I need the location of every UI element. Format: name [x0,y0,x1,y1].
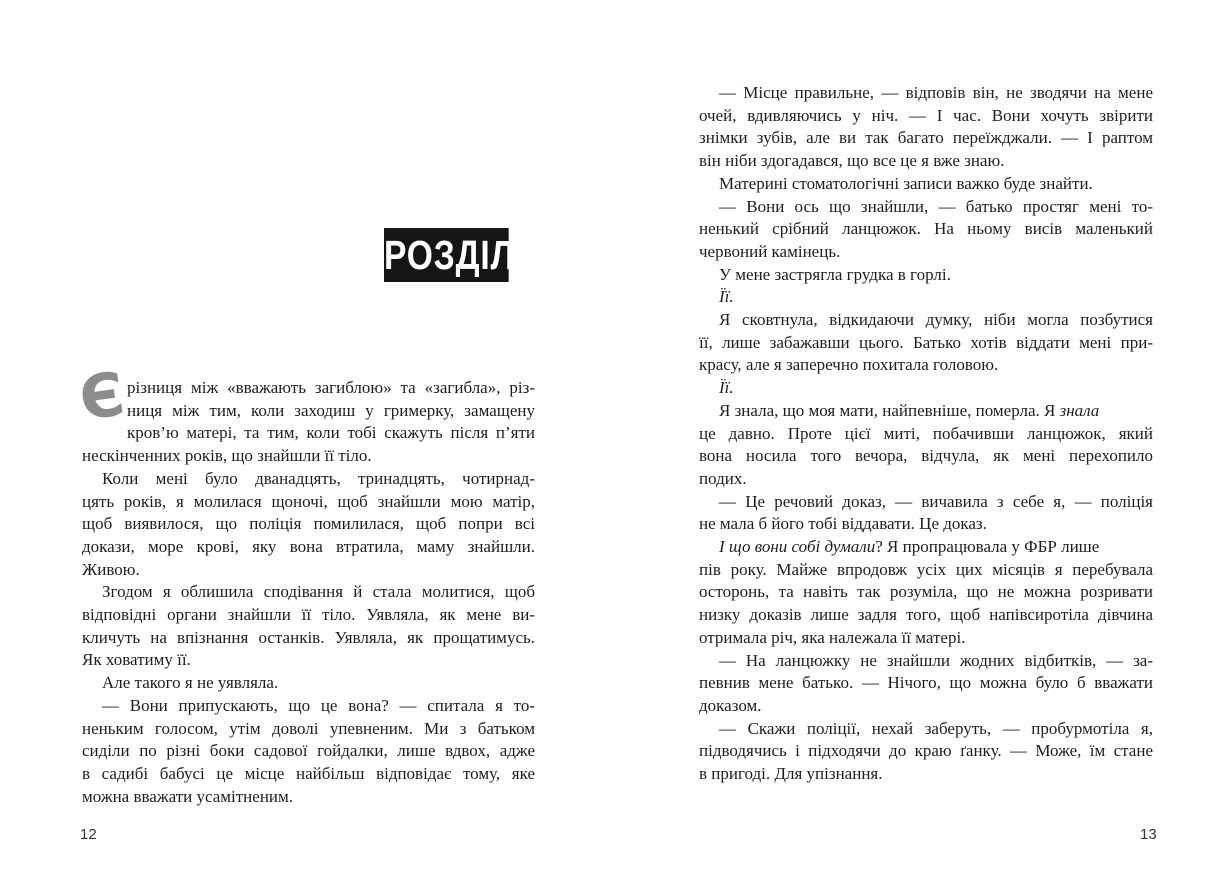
text-line: подих. [699,468,747,488]
text-line: сиділи по різні боки садової гойдалки, лише вдвох, адже [82,741,535,761]
text-line: відповідні органи знайшли її тіло. Уявляла, як мене ви- [82,605,535,625]
text-line: — Вони припускають, що це вона? — спитала я то- [102,695,535,715]
page-number: 12 [80,826,97,843]
text-line: цять років, я молилася щоночі, щоб знайшли мою матір, [82,491,535,511]
text-line: — На ланцюжку не знайшли жодних відбитків, — за- [719,650,1153,670]
left-page [0,0,615,892]
text-line: її, лише забажавши цього. Батько хотів віддати мені при- [699,332,1153,352]
text-line: Але такого я не уявляла. [102,673,279,693]
right-page [615,0,1231,892]
text-line: Її. [719,287,734,307]
text-line: не мала б його тобі віддавати. Це доказ. [699,514,987,534]
text-line: Як ховатиму її. [82,650,191,670]
italic-segment: знала [1059,400,1100,420]
text-line: Материні стоматологічні записи важко буде знайти. [719,173,1093,193]
text-line: — Це речовий доказ, — вичавила з себе я, — поліція [719,491,1153,511]
text-line: Коли мені було дванадцять, тринадцять, чотирнад- [102,468,535,488]
text-segment: Я знала, що моя мати, найпевніше, померла. Я [719,400,1060,420]
text-line: Живою. [82,559,140,579]
text-line: докази, море крові, яку вона втратила, маму знайшли. [82,536,535,556]
text-segment: ? Я пропрацювала у ФБР лише [875,537,1100,557]
text-line: неньким голосом, утім доволі упевненим. Ми з батьком [82,718,535,738]
text-line: червоний камінець. [699,241,841,261]
text-line [699,536,1153,559]
text-line: отримала річ, яка належала її матері. [699,627,966,647]
text-line: ненький срібний ланцюжок. На ньому висів маленький [699,219,1153,239]
right-page-text [699,82,1153,786]
text-line: пів року. Майже впродовж усіх цих місяців я перебувала [699,559,1153,579]
text-line: — Скажи поліції, нехай заберуть, — пробурмотіла я, [719,718,1153,738]
text-line: низку доказів лише задля того, щоб напівсиротіла дівчина [699,605,1153,625]
text-line: доказом. [699,695,762,715]
text-line: підводячись і підходячи до краю ґанку. — Може, їм стане [699,741,1153,761]
text-line: він ніби здогадався, що все це я вже знаю. [699,151,1005,171]
text-line: — Місце правильне, — відповів він, не зводячи на мене [719,83,1153,102]
text-line: кличуть на впізнання останків. Уявляла, як прощатимусь. [82,627,535,647]
text-line: очей, вдивляючись у ніч. — І час. Вони хочуть звірити [699,105,1153,125]
text-line: це давно. Проте цієї миті, побачивши ланцюжок, який [699,423,1153,443]
text-line: ниця між тим, коли заходиш у гримерку, замащену [127,400,535,420]
text-line [699,400,1153,423]
text-line: різниця між «вважають загиблою» та «загибла», різ- [127,378,535,397]
page-number: 13 [1140,826,1157,843]
text-line: знімки зубів, але ви так багато переїжджали. — І раптом [699,128,1153,148]
text-line: — Вони ось що знайшли, — батько простяг мені то- [719,196,1153,216]
text-line: Її. [719,378,734,398]
text-line: в садибі бабусі це місце найбільш відповідає тому, яке [82,763,535,783]
chapter-title: РОЗДІЛ 2 [384,228,509,282]
text-line: кров’ю матері, та тим, коли тобі скажуть після п’яти [127,423,535,443]
text-line: певнив мене батько. — Нічого, що можна було б вважати [699,673,1153,693]
text-line: красу, але я заперечно похитала головою. [699,355,999,375]
drop-cap: Є [75,359,129,435]
text-line: Згодом я облишила сподівання й стала молитися, щоб [102,582,535,602]
text-line: осторонь, та навіть так розуміла, що не можна розривати [699,582,1153,602]
text-line: щоб виявилося, що поліція помилилася, щоб попри всі [82,514,535,534]
text-line: вона носила того вечора, відчула, як мені перехопило [699,446,1153,466]
text-line: Я сковтнула, відкидаючи думку, ніби могла позбутися [719,310,1153,330]
italic-segment: І що вони собі думали [719,537,876,557]
text-line: У мене застрягла грудка в горлі. [719,264,951,284]
text-line: в пригоді. Для упізнання. [699,764,883,784]
text-line: нескінченних років, що знайшли її тіло. [82,446,372,466]
left-page-text [82,377,535,808]
text-line: можна вважати усамітненим. [82,786,294,806]
